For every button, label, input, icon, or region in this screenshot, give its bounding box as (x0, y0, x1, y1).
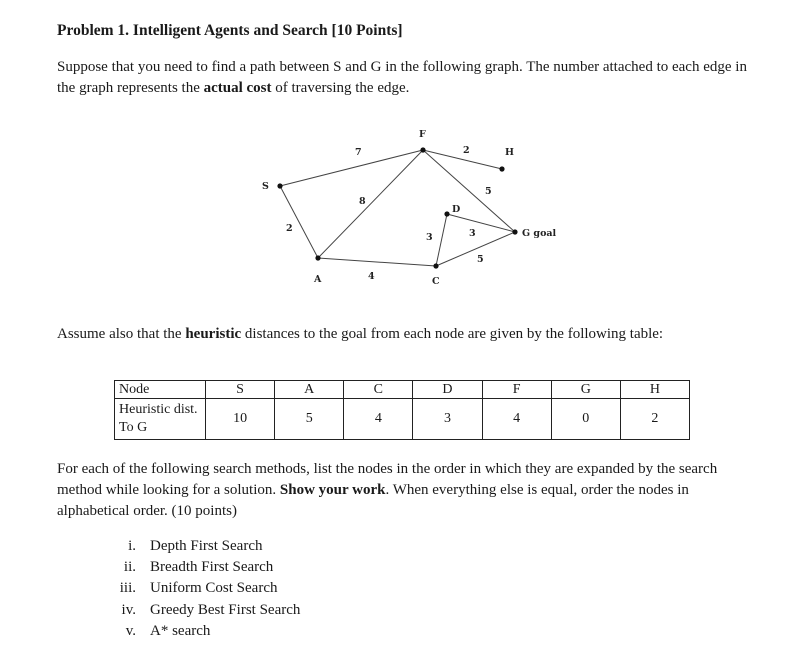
table-header-row (115, 381, 690, 399)
edge-cost-A-C: 4 (368, 271, 375, 282)
edge-cost-C-D: 3 (426, 232, 433, 243)
search-methods-list (98, 536, 300, 642)
list-item (98, 536, 300, 557)
list-number: iv. (121, 601, 136, 618)
edge-cost-D-G: 3 (469, 228, 476, 239)
problem-title: Problem 1. Intelligent Agents and Search [10 Points] (57, 22, 403, 39)
table-node-cell: D (413, 381, 482, 399)
method-name: A* search (150, 622, 211, 639)
method-name: Greedy Best First Search (150, 601, 301, 618)
table-value-cell: 4 (482, 399, 551, 440)
edge-cost-A-F: 8 (359, 196, 366, 207)
node-S (277, 183, 282, 188)
intro-paragraph: Suppose that you need to find a path between S and G in the following graph. The number attached to each edge in the graph represents the actual cost of traversing the edge. (57, 59, 747, 96)
method-name: Depth First Search (150, 538, 263, 554)
table-value-cell: 2 (620, 399, 689, 440)
edge-cost-S-F: 7 (355, 147, 362, 158)
table-node-cell: S (206, 381, 275, 399)
table-node-cell: A (275, 381, 344, 399)
method-name: Breadth First Search (150, 559, 274, 576)
method-name: Uniform Cost Search (150, 580, 278, 597)
heuristic-intro: Assume also that the heuristic distances to the goal from each node are given by the following table: (57, 326, 664, 342)
edge-C-D (436, 214, 447, 266)
edge-cost-F-G: 5 (485, 186, 492, 197)
list-number: iii. (119, 580, 136, 597)
node-C (433, 263, 438, 268)
table-node-cell: H (620, 381, 689, 399)
edge-cost-S-A: 2 (286, 223, 293, 234)
list-number: ii. (123, 559, 136, 576)
edge-cost-F-H: 2 (463, 145, 470, 156)
table-node-label: Node (115, 381, 206, 399)
node-F (420, 147, 425, 152)
table-node-cell: G (551, 381, 620, 399)
table-node-cell: F (482, 381, 551, 399)
edge-A-F (318, 150, 423, 258)
table-value-cell: 3 (413, 399, 482, 440)
table-value-cell: 4 (344, 399, 413, 440)
list-number: v. (125, 622, 136, 639)
node-label-A: A (314, 274, 322, 285)
list-item (98, 557, 300, 578)
table-value-cell: 0 (551, 399, 620, 440)
heuristic-table (114, 380, 690, 440)
node-G (512, 229, 517, 234)
list-item (98, 621, 300, 642)
node-H (499, 166, 504, 171)
edge-S-F (280, 150, 423, 186)
node-label-S: S (262, 181, 269, 192)
list-item (98, 600, 300, 621)
edge-S-A (280, 186, 318, 258)
table-value-cell: 5 (275, 399, 344, 440)
table-value-cell: 10 (206, 399, 275, 440)
node-label-G: G goal (522, 228, 557, 239)
instructions-paragraph: For each of the following search methods, list the nodes in the order in which they are expanded by the search method while looking for a solution. Show your work. When everything else is equal, order the nodes in alphabetical order. (10 points) (57, 461, 718, 519)
node-D (444, 211, 449, 216)
node-label-D: D (452, 204, 461, 215)
table-node-cell: C (344, 381, 413, 399)
table-heuristic-label: Heuristic dist. To G (115, 399, 206, 440)
list-number: i. (128, 538, 136, 554)
list-item (98, 578, 300, 599)
edge-cost-C-G: 5 (477, 254, 484, 265)
edge-A-C (318, 258, 436, 266)
node-A (315, 255, 320, 260)
node-label-F: F (419, 129, 426, 140)
node-label-H: H (505, 147, 514, 158)
table-value-row (115, 399, 690, 440)
node-label-C: C (432, 276, 440, 287)
